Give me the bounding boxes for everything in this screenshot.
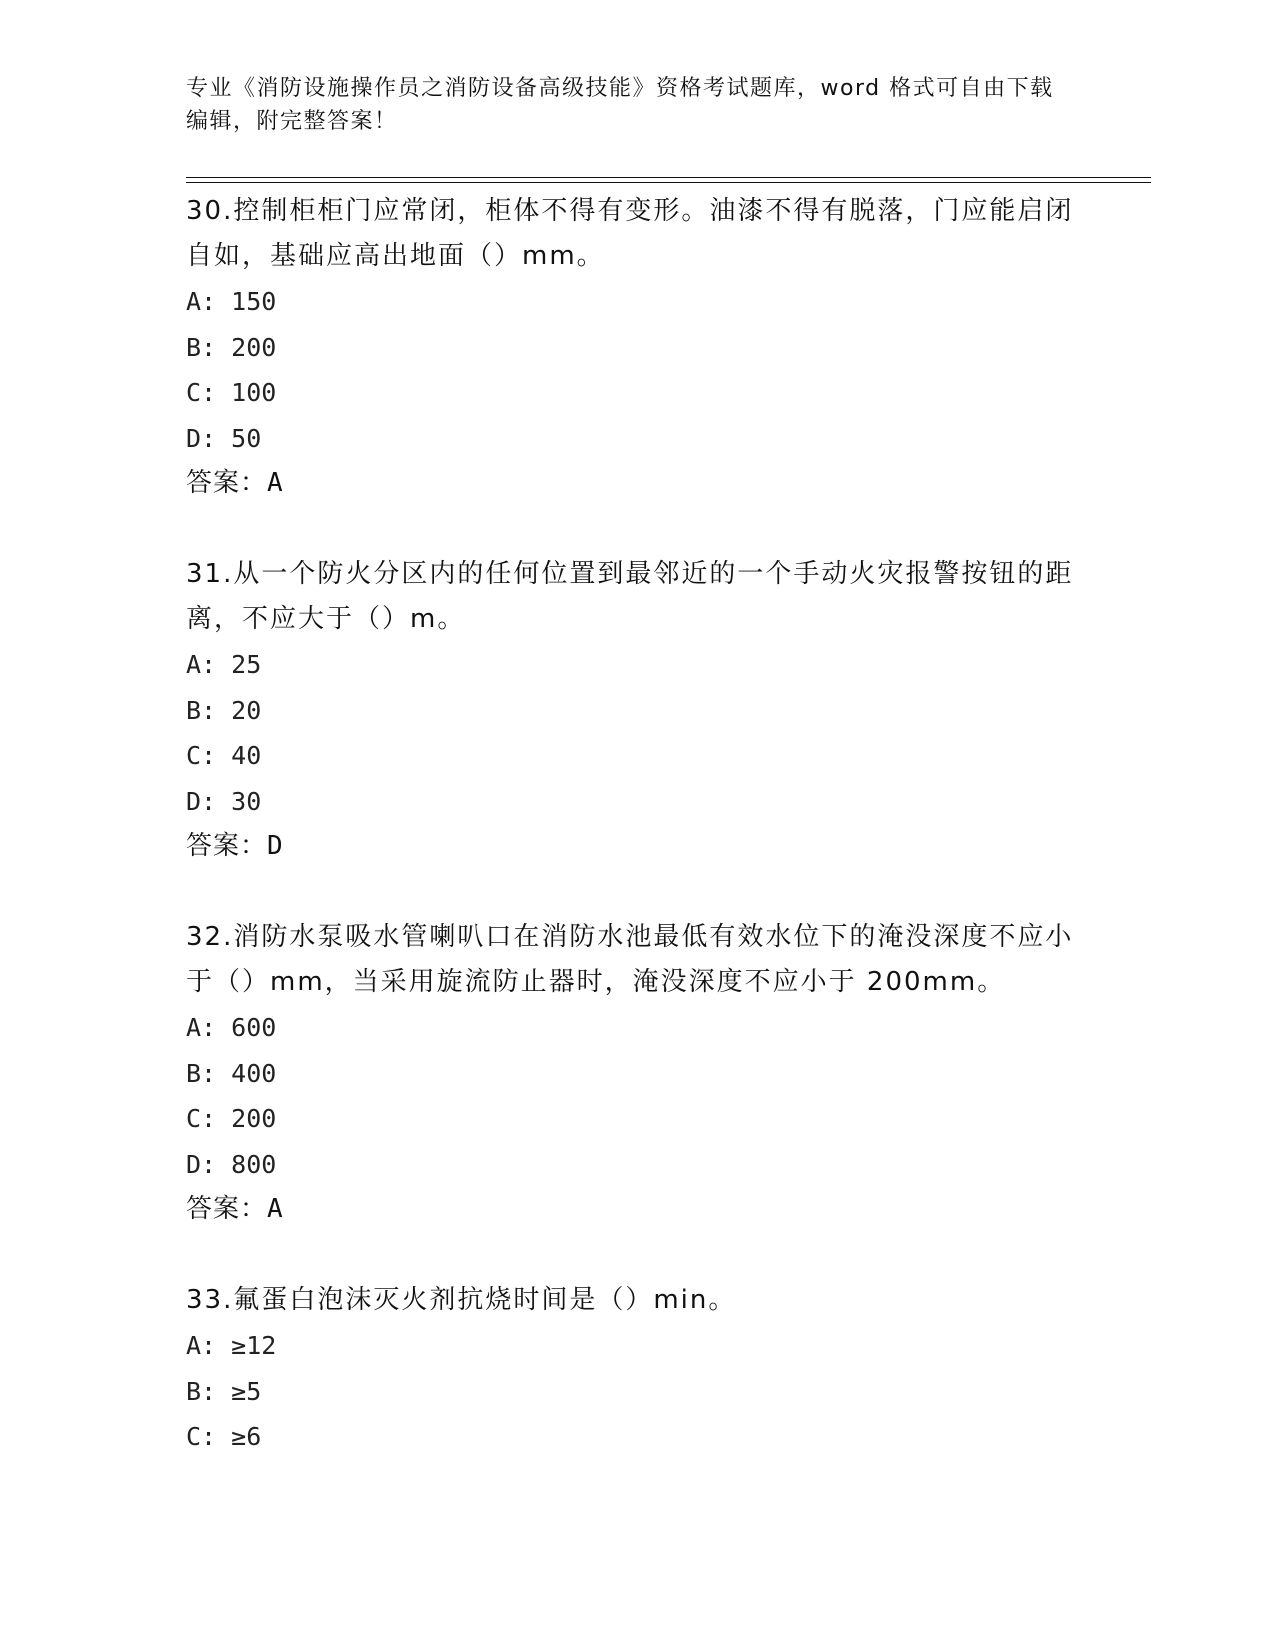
option-b: B: 200 [186, 332, 277, 362]
option-b: B: 400 [186, 1058, 277, 1088]
document-header: 专业《消防设施操作员之消防设备高级技能》资格考试题库，word 格式可自由下载编辑，附完整答案！ [186, 76, 1054, 134]
option-a: A: 600 [186, 1013, 277, 1042]
question-text: 32.消防水泵吸水管喇叭口在消防水池最低有效水位下的淹没深度不应小于（）mm，当采用旋流防止器时，淹没深度不应小于 200mm。 [186, 922, 1074, 997]
answer-label: 答案： [186, 1194, 268, 1224]
question-text: 30.控制柜柜门应常闭，柜体不得有变形。油漆不得有脱落，门应能启闭自如，基础应高出地面（）mm。 [186, 196, 1074, 271]
answer-line [186, 824, 1086, 869]
question-list [186, 189, 1086, 1506]
question-31 [186, 552, 1086, 869]
option-c: C: 100 [186, 378, 277, 407]
option-a: A: 150 [186, 287, 277, 316]
option-d: D: 30 [186, 786, 262, 816]
answer-line [186, 1187, 1086, 1232]
answer-label: 答案： [186, 468, 268, 498]
option-a: A: ≥12 [186, 1331, 277, 1360]
question-32 [186, 915, 1086, 1232]
option-b: B: ≥5 [186, 1376, 262, 1406]
option-c: C: ≥6 [186, 1422, 262, 1451]
answer-line [186, 461, 1086, 506]
question-30 [186, 189, 1086, 506]
option-c: C: 40 [186, 741, 262, 770]
option-d: D: 800 [186, 1149, 277, 1179]
question-text: 31.从一个防火分区内的任何位置到最邻近的一个手动火灾报警按钮的距离，不应大于（）m。 [186, 559, 1074, 634]
answer-value: A [267, 1194, 284, 1224]
option-c: C: 200 [186, 1104, 277, 1133]
option-a: A: 25 [186, 650, 262, 679]
answer-value: D [267, 831, 284, 861]
header-divider-bottom [186, 182, 1151, 183]
option-b: B: 20 [186, 695, 262, 725]
question-33 [186, 1278, 1086, 1460]
header-divider-top [186, 177, 1151, 178]
answer-label: 答案： [186, 831, 268, 861]
answer-value: A [267, 468, 284, 498]
option-d: D: 50 [186, 423, 262, 453]
question-text: 33.氟蛋白泡沫灭火剂抗烧时间是（）min。 [186, 1285, 737, 1315]
